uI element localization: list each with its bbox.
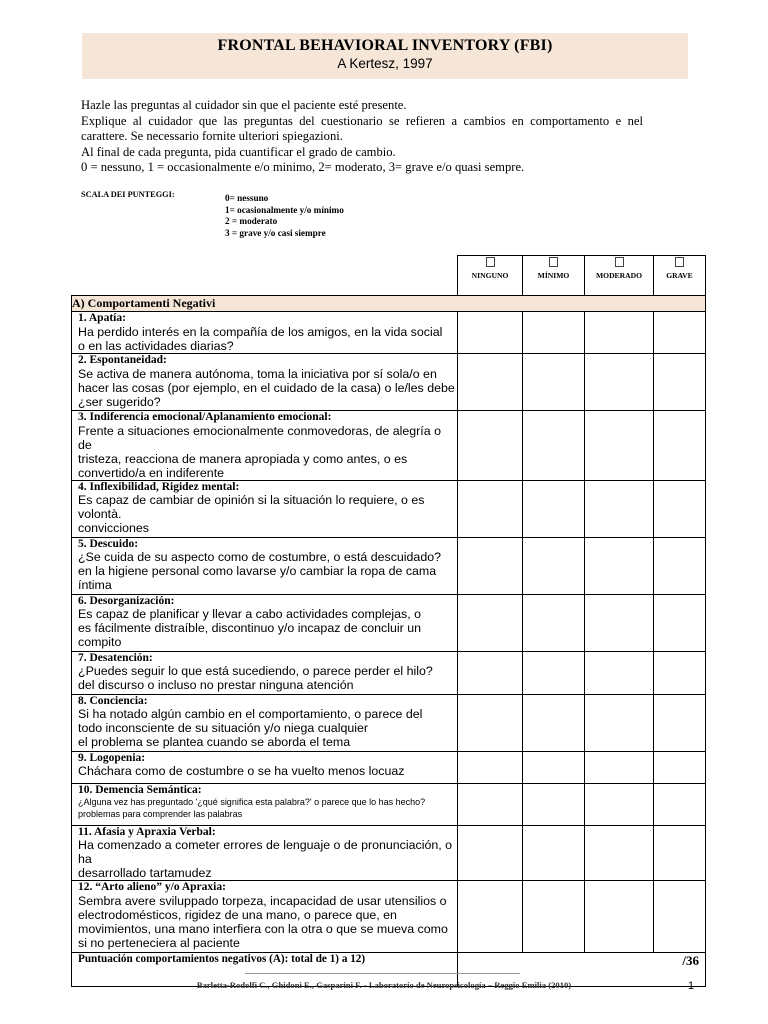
scale-list <box>225 193 344 239</box>
question-cell <box>72 651 458 694</box>
question-row <box>72 694 706 751</box>
score-cell-grave[interactable] <box>654 537 706 594</box>
question-cell <box>72 537 458 594</box>
score-cell-ninguno[interactable] <box>458 594 523 651</box>
column-label: NINGUNO <box>471 271 509 280</box>
footer-credit: Barletta-Rodolfi C., Ghidoni E., Gasparini F. - Laboratorio de Neuropsicología – Reggio Emilia (2010) <box>196 980 572 990</box>
column-label: MÍNIMO <box>537 271 570 280</box>
score-cell-ninguno[interactable] <box>458 354 523 411</box>
question-title: 10. Demencia Semántica: <box>78 783 202 796</box>
question-cell <box>72 825 458 881</box>
column-label: MODERADO <box>596 271 642 280</box>
scale-item: 1= ocasionalmente y/o mínimo <box>225 204 344 215</box>
question-title: 3. Indiferencia emocional/Aplanamiento emocional: <box>78 411 332 423</box>
question-title: 6. Desorganización: <box>78 594 175 607</box>
score-cell-moderado[interactable] <box>585 694 654 751</box>
column-header-ninguno <box>458 256 523 296</box>
question-cell <box>72 881 458 953</box>
column-label: GRAVE <box>666 271 693 280</box>
score-cell-ninguno[interactable] <box>458 651 523 694</box>
score-cell-ninguno[interactable] <box>458 825 523 881</box>
question-title: 12. “Arto alieno” y/o Apraxia: <box>78 881 226 893</box>
score-cell-ninguno[interactable] <box>458 411 523 481</box>
score-cell-grave[interactable] <box>654 783 706 825</box>
score-cell-minimo[interactable] <box>523 651 585 694</box>
score-cell-moderado[interactable] <box>585 881 654 953</box>
instruction-line: Explique al cuidador que las preguntas del cuestionario se refieren a cambios en comportamento e nel carattere. Se necessario fornite ulteriori spiegazioni. <box>81 113 643 143</box>
score-cell-grave[interactable] <box>654 881 706 953</box>
question-title: 11. Afasia y Apraxia Verbal: <box>78 825 216 838</box>
score-cell-minimo[interactable] <box>523 751 585 783</box>
score-cell-minimo[interactable] <box>523 312 585 354</box>
title-banner <box>82 33 688 79</box>
question-text: Sembra avere sviluppado torpeza, incapacidad de usar utensilios o electrodomésticos, rigidez de una mano, o parece que, en movimientos, una mano interfiera con la otra o que se mueva como si no perteneciera al paciente <box>78 893 448 950</box>
score-cell-ninguno[interactable] <box>458 537 523 594</box>
score-cell-ninguno[interactable] <box>458 783 523 825</box>
checkbox-icon <box>549 257 558 267</box>
question-text: ¿Puedes seguir lo que está sucediendo, o parece perder el hilo? del discurso o incluso no prestar ninguna atención <box>78 664 433 692</box>
question-row <box>72 354 706 411</box>
question-row <box>72 651 706 694</box>
question-text: Es capaz de planificar y llevar a cabo actividades complejas, o es fácilmente distraíble, discontinuo y/o incapaz de concluir un compito <box>78 607 421 649</box>
score-cell-grave[interactable] <box>654 594 706 651</box>
question-row <box>72 480 706 537</box>
question-cell <box>72 694 458 751</box>
total-score: /36 <box>458 953 706 987</box>
question-text: Frente a situaciones emocionalmente conmovedoras, de alegría o de tristeza, reacciona de manera apropiada y como antes, o es convertido/a en indiferente <box>78 423 441 480</box>
score-cell-moderado[interactable] <box>585 651 654 694</box>
score-cell-moderado[interactable] <box>585 594 654 651</box>
score-cell-moderado[interactable] <box>585 411 654 481</box>
question-text: Ha perdido interés en la compañía de los amigos, en la vida social o en las actividades diarias? <box>78 324 443 353</box>
score-cell-grave[interactable] <box>654 651 706 694</box>
question-title: 5. Descuido: <box>78 537 139 550</box>
question-title: 7. Desatención: <box>78 651 153 664</box>
page-number: 1 <box>688 980 695 992</box>
question-row <box>72 537 706 594</box>
score-cell-grave[interactable] <box>654 825 706 881</box>
score-cell-grave[interactable] <box>654 751 706 783</box>
question-cell <box>72 783 458 825</box>
score-cell-minimo[interactable] <box>523 537 585 594</box>
instructions <box>81 98 643 176</box>
question-title: 9. Logopenia: <box>78 751 146 764</box>
question-cell <box>72 751 458 783</box>
question-text: ¿Alguna vez has preguntado '¿qué significa esta palabra?' o parece que lo has hecho? problemas para comprender las palabras <box>78 797 426 819</box>
question-cell <box>72 312 458 354</box>
header-blank-cell <box>72 256 458 296</box>
question-text: Cháchara como de costumbre o se ha vuelto menos locuaz <box>78 764 405 778</box>
document-subtitle: A Kertesz, 1997 <box>337 56 433 71</box>
score-cell-moderado[interactable] <box>585 783 654 825</box>
score-cell-ninguno[interactable] <box>458 881 523 953</box>
checkbox-icon <box>675 257 684 267</box>
score-cell-minimo[interactable] <box>523 354 585 411</box>
document-title: FRONTAL BEHAVIORAL INVENTORY (FBI) <box>217 37 553 54</box>
score-cell-grave[interactable] <box>654 354 706 411</box>
checkbox-icon <box>615 257 624 267</box>
question-row <box>72 411 706 481</box>
scale-item: 0= nessuno <box>225 193 269 203</box>
question-text: Ha comenzado a cometer errores de lenguaje o de pronunciación, o ha desarrollado tartamudez <box>78 838 453 880</box>
score-cell-grave[interactable] <box>654 312 706 354</box>
question-row <box>72 751 706 783</box>
score-cell-grave[interactable] <box>654 694 706 751</box>
footer-divider <box>245 973 520 974</box>
score-cell-minimo[interactable] <box>523 825 585 881</box>
score-cell-minimo[interactable] <box>523 411 585 481</box>
score-cell-grave[interactable] <box>654 480 706 537</box>
section-header-row <box>72 296 706 312</box>
score-cell-moderado[interactable] <box>585 825 654 881</box>
question-row <box>72 594 706 651</box>
table-header-row <box>72 256 706 296</box>
checkbox-icon <box>486 257 495 267</box>
score-cell-minimo[interactable] <box>523 480 585 537</box>
score-cell-minimo[interactable] <box>523 594 585 651</box>
score-cell-moderado[interactable] <box>585 751 654 783</box>
question-row <box>72 783 706 825</box>
question-text: ¿Se cuida de su aspecto como de costumbre, o está descuidado? en la higiene personal como lavarse y/o cambiar la ropa de cama íntima <box>78 550 441 592</box>
question-title: 1. Apatía: <box>78 312 126 324</box>
instruction-line: Al final de cada pregunta, pida cuantificar el grado de cambio. <box>81 144 396 159</box>
question-title: 2. Espontaneidad: <box>78 354 167 366</box>
score-cell-moderado[interactable] <box>585 312 654 354</box>
instruction-line: Hazle las preguntas al cuidador sin que el paciente esté presente. <box>81 98 407 112</box>
question-cell <box>72 594 458 651</box>
score-cell-ninguno[interactable] <box>458 694 523 751</box>
instruction-line: 0 = nessuno, 1 = occasionalmente e/o minimo, 2= moderato, 3= grave e/o quasi sempre. <box>81 160 525 174</box>
score-cell-minimo[interactable] <box>523 694 585 751</box>
scale-item: 2 = moderato <box>225 216 278 226</box>
question-text: Es capaz de cambiar de opinión si la situación lo requiere, o es volontà. convicciones <box>78 493 425 535</box>
column-header-grave <box>654 256 706 296</box>
question-text: Si ha notado algún cambio en el comportamiento, o parece del todo inconsciente de su situación y/o niega cualquier el problema se plantea cuando se aborda el tema <box>78 707 423 749</box>
score-cell-moderado[interactable] <box>585 354 654 411</box>
question-cell <box>72 411 458 481</box>
score-cell-grave[interactable] <box>654 411 706 481</box>
scale-item: 3 = grave y/o casi siempre <box>225 227 326 238</box>
section-title: A) Comportamenti Negativi <box>72 296 706 312</box>
score-cell-minimo[interactable] <box>523 783 585 825</box>
score-cell-minimo[interactable] <box>523 881 585 953</box>
question-title: 8. Conciencia: <box>78 694 148 707</box>
score-cell-moderado[interactable] <box>585 537 654 594</box>
column-header-minimo <box>523 256 585 296</box>
score-cell-ninguno[interactable] <box>458 480 523 537</box>
total-label: Puntuación comportamientos negativos (A): total de 1) a 12) <box>72 953 458 987</box>
score-cell-ninguno[interactable] <box>458 751 523 783</box>
question-cell <box>72 480 458 537</box>
score-cell-moderado[interactable] <box>585 480 654 537</box>
scale-label: SCALA DEI PUNTEGGI: <box>81 190 175 199</box>
question-title: 4. Inflexibilidad, Rigidez mental: <box>78 480 240 493</box>
question-text: Se activa de manera autónoma, toma la iniciativa por sí sola/o en hacer las cosas (por ejemplo, en el cuidado de la casa) o le/les debe ¿ser sugerido? <box>78 366 455 409</box>
question-row <box>72 825 706 881</box>
question-cell <box>72 354 458 411</box>
column-header-moderado <box>585 256 654 296</box>
question-row <box>72 312 706 354</box>
question-row <box>72 881 706 953</box>
inventory-table <box>71 255 706 987</box>
score-cell-ninguno[interactable] <box>458 312 523 354</box>
